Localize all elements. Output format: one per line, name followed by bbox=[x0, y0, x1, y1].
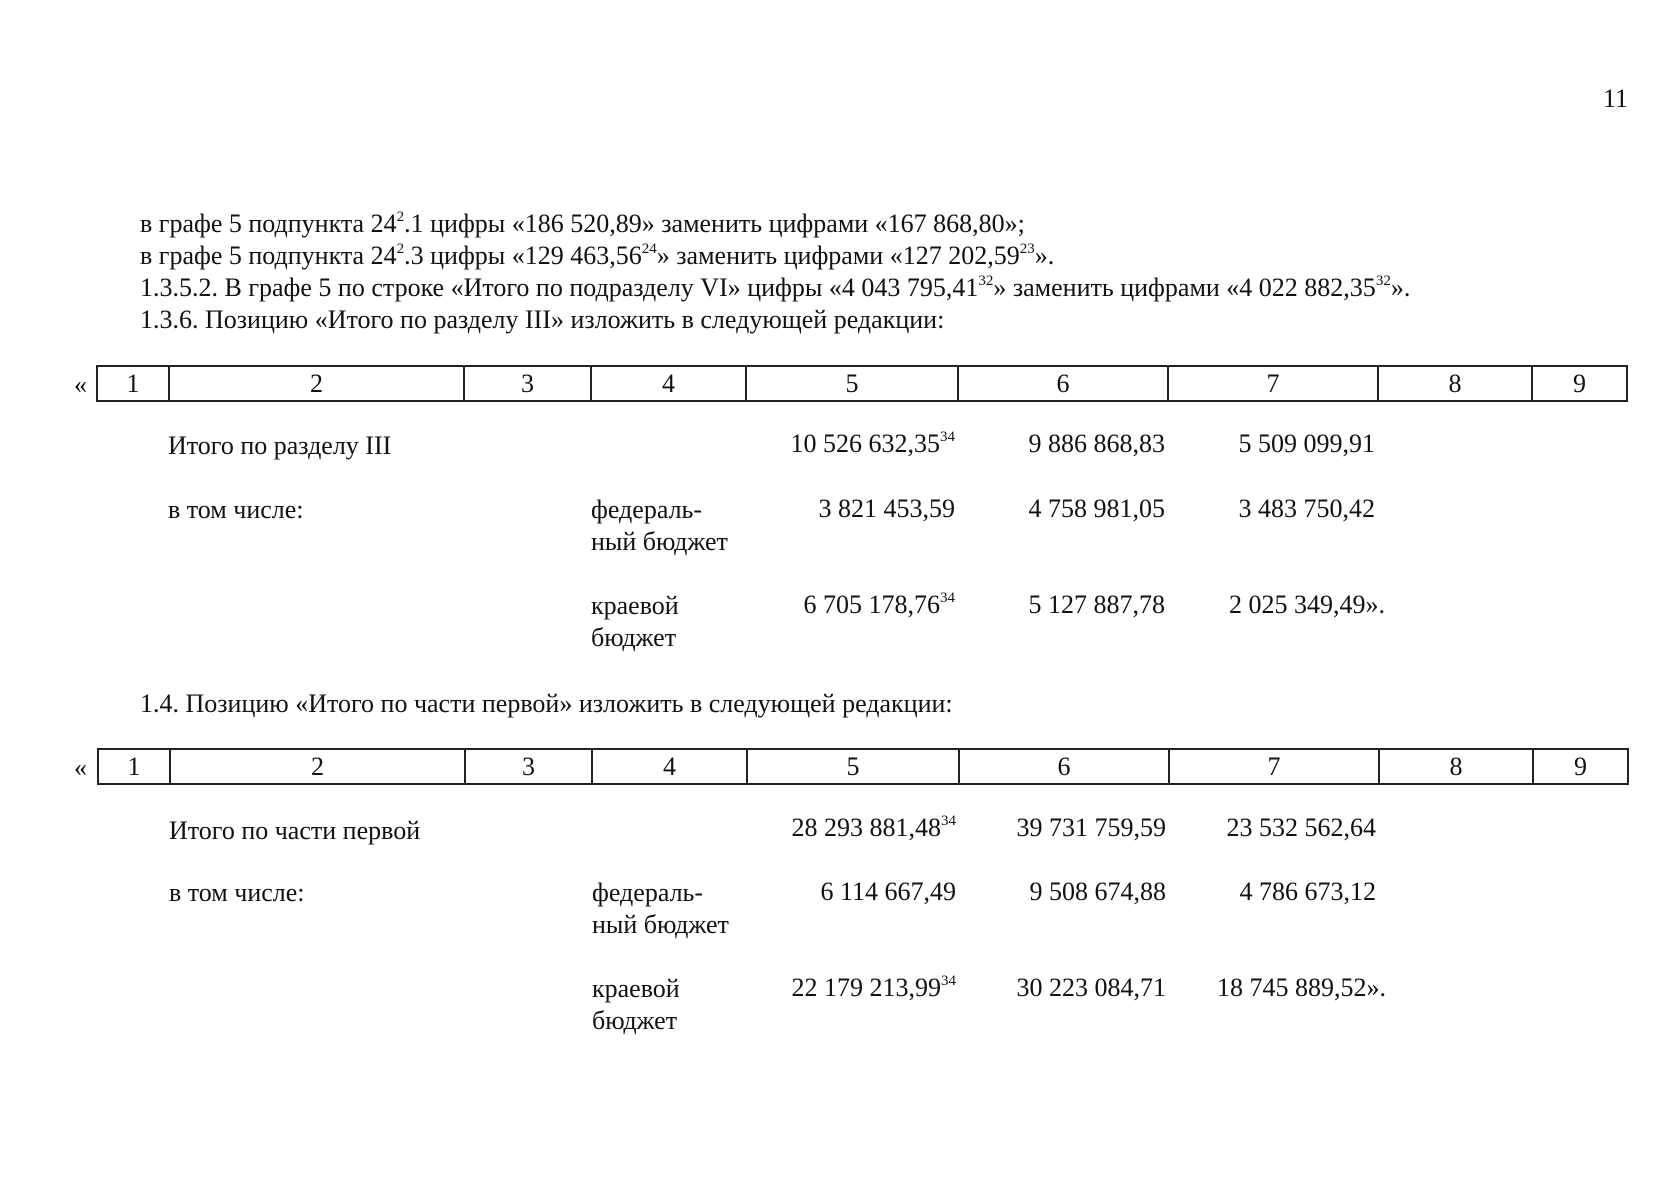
value-federal-col7: 4 786 673,12 bbox=[1239, 877, 1376, 906]
value-total-col6: 9 886 868,83 bbox=[1028, 429, 1165, 458]
column-number-9: 9 bbox=[1533, 749, 1628, 784]
column-number-2: 2 bbox=[170, 749, 465, 784]
column-number-3: 3 bbox=[465, 749, 592, 784]
value-federal-col6: 4 758 981,05 bbox=[1028, 494, 1165, 523]
row-label-including: в том числе: bbox=[168, 495, 304, 524]
value-regional-col5: 22 179 213,99$^{34}$ bbox=[791, 973, 956, 1002]
source-label-federal: федераль- ный бюджет bbox=[591, 495, 728, 556]
column-number-5: 5 bbox=[746, 366, 958, 401]
column-number-9: 9 bbox=[1532, 366, 1627, 401]
value-regional-col7: 18 745 889,52». bbox=[1217, 973, 1386, 1002]
paragraph-1-3-6: 1.3.6. Позицию «Итого по разделу III» изложить в следующей редакции: bbox=[140, 305, 945, 334]
value-regional-col7: 2 025 349,49». bbox=[1229, 590, 1385, 619]
row-label-total-part-1: Итого по части первой bbox=[169, 816, 421, 845]
column-number-6: 6 bbox=[958, 366, 1168, 401]
value-total-col5: 10 526 632,35$^{34}$ bbox=[790, 429, 955, 458]
column-number-4: 4 bbox=[592, 749, 747, 784]
column-number-3: 3 bbox=[464, 366, 591, 401]
column-number-1: 1 bbox=[97, 366, 169, 401]
column-number-7: 7 bbox=[1168, 366, 1378, 401]
column-number-header-1 bbox=[96, 365, 1628, 402]
value-federal-col5: 6 114 667,49 bbox=[820, 877, 956, 906]
paragraph-amend-24-2-1: в графе 5 подпункта $24^2.1$ цифры «186 520,89» заменить цифрами «167 868,80»; bbox=[140, 209, 1025, 238]
value-total-col7: 23 532 562,64 bbox=[1226, 813, 1376, 842]
column-number-6: 6 bbox=[959, 749, 1169, 784]
value-federal-col5: 3 821 453,59 bbox=[818, 494, 955, 523]
value-regional-col6: 30 223 084,71 bbox=[1016, 973, 1166, 1002]
column-number-header-2 bbox=[97, 748, 1629, 785]
column-number-2: 2 bbox=[169, 366, 464, 401]
column-number-5: 5 bbox=[747, 749, 959, 784]
page-number: 11 bbox=[1602, 84, 1628, 113]
column-number-8: 8 bbox=[1379, 749, 1533, 784]
value-federal-col7: 3 483 750,42 bbox=[1238, 494, 1375, 523]
value-total-col7: 5 509 099,91 bbox=[1238, 429, 1375, 458]
value-regional-col5: 6 705 178,76$^{34}$ bbox=[803, 590, 955, 619]
column-number-4: 4 bbox=[591, 366, 746, 401]
column-number-8: 8 bbox=[1378, 366, 1532, 401]
value-total-col6: 39 731 759,59 bbox=[1016, 813, 1166, 842]
row-label-total-section-3: Итого по разделу III bbox=[168, 431, 392, 460]
value-federal-col6: 9 508 674,88 bbox=[1029, 877, 1166, 906]
paragraph-amend-24-2-3: в графе 5 подпункта $24^2.3$ цифры «129 463,56$^{24}$» заменить цифрами «127 202,59$^{23}$». bbox=[140, 241, 1055, 270]
paragraph-1-4: 1.4. Позицию «Итого по части первой» изложить в следующей редакции: bbox=[140, 689, 953, 718]
column-number-1: 1 bbox=[98, 749, 170, 784]
open-quote-mark: « bbox=[74, 370, 87, 399]
source-label-federal: федераль- ный бюджет bbox=[592, 878, 729, 939]
column-number-7: 7 bbox=[1169, 749, 1379, 784]
row-label-including: в том числе: bbox=[169, 878, 305, 907]
value-total-col5: 28 293 881,48$^{34}$ bbox=[791, 813, 956, 842]
value-regional-col6: 5 127 887,78 bbox=[1028, 590, 1165, 619]
source-label-regional: краевой бюджет bbox=[591, 591, 679, 652]
source-label-regional: краевой бюджет bbox=[592, 974, 680, 1035]
paragraph-1-3-5-2: 1.3.5.2. В графе 5 по строке «Итого по подразделу VI» цифры «4 043 795,41$^{32}$» заменить цифрами «4 022 882,35$^{32}$». bbox=[140, 273, 1411, 302]
open-quote-mark: « bbox=[74, 753, 87, 782]
